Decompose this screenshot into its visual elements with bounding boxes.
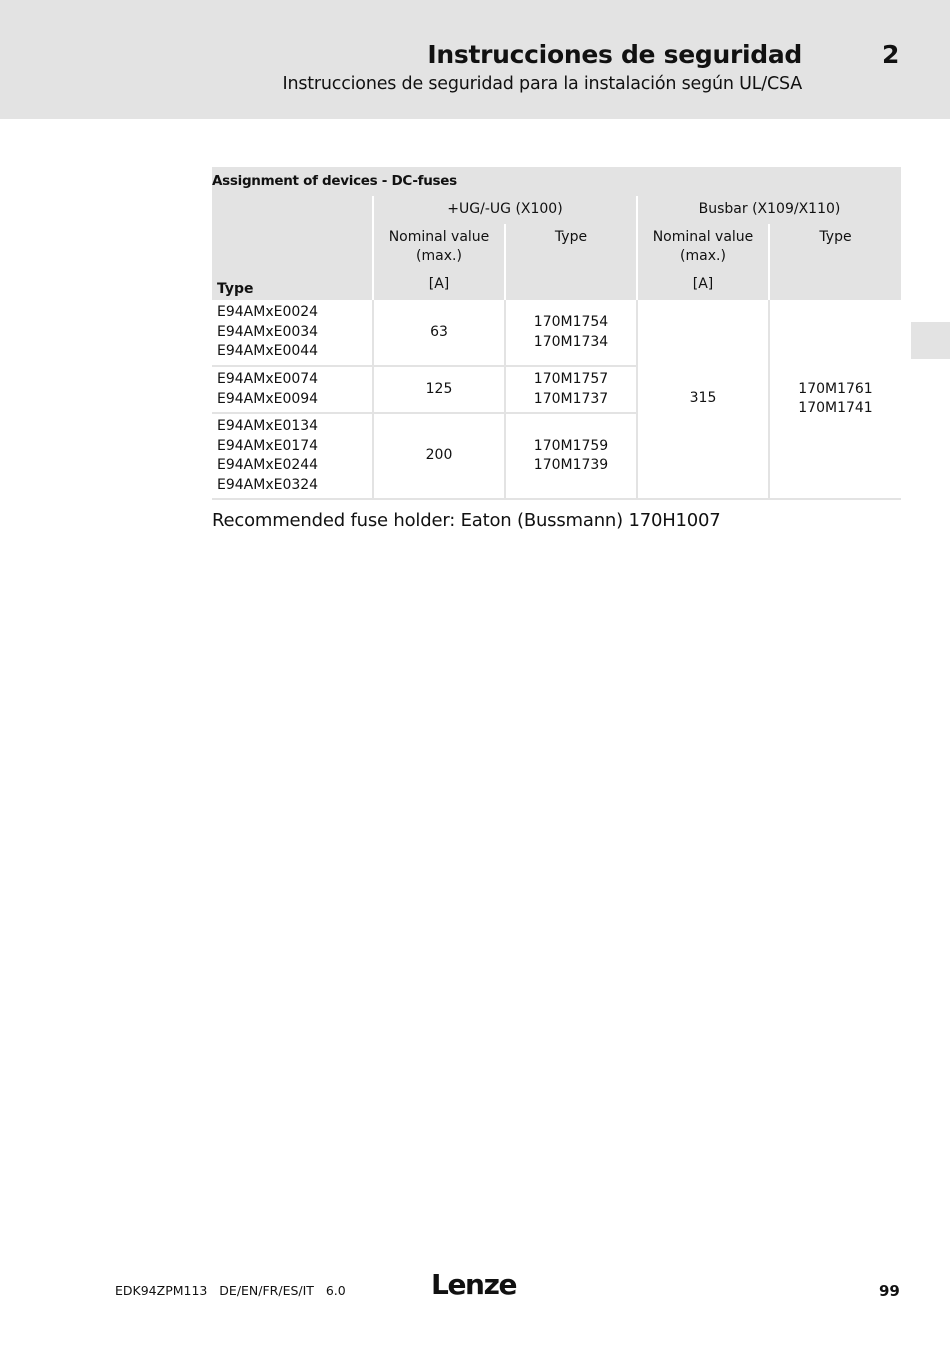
table-row [212,300,901,366]
footer-document-id: EDK94ZPM113 DE/EN/FR/ES/IT 6.0 [115,1283,346,1298]
ug-fuse-type: 170M1759 170M1739 [505,413,637,499]
ug-type-header: Type [505,224,637,300]
ug-fuse-type: 170M1757 170M1737 [505,366,637,413]
chapter-subtitle: Instrucciones de seguridad para la instalación según UL/CSA [282,74,802,94]
ug-nominal-value: 63 [373,300,505,366]
ug-nominal-value: 125 [373,366,505,413]
table-caption-row [212,167,901,196]
lenze-logo: Lenze [431,1268,517,1301]
busbar-group-header: Busbar (X109/X110) [637,196,901,224]
ug-nominal-header: Nominal value (max.) [373,224,505,270]
device-types: E94AMxE0024 E94AMxE0034 E94AMxE0044 [212,300,373,366]
busbar-unit: [A] [637,270,769,300]
ug-group-header: +UG/-UG (X100) [373,196,637,224]
ug-unit: [A] [373,270,505,300]
chapter-side-tab [911,322,950,359]
table-group-header-row [212,196,901,224]
chapter-number: 2 [882,40,900,69]
table-caption: Assignment of devices - DC-fuses [212,172,457,189]
busbar-fuse-type: 170M1761 170M1741 [769,300,901,499]
device-types: E94AMxE0134 E94AMxE0174 E94AMxE0244 E94AMxE0324 [212,413,373,499]
busbar-nominal-value: 315 [637,300,769,499]
type-column-header: Type [217,280,254,297]
busbar-nominal-header: Nominal value (max.) [637,224,769,270]
busbar-type-header: Type [769,224,901,300]
dc-fuses-table [212,167,901,500]
chapter-title: Instrucciones de seguridad [427,40,802,69]
fuse-holder-note: Recommended fuse holder: Eaton (Bussmann) 170H1007 [212,510,721,531]
device-types: E94AMxE0074 E94AMxE0094 [212,366,373,413]
page-number: 99 [879,1282,900,1300]
ug-nominal-value: 200 [373,413,505,499]
ug-fuse-type: 170M1754 170M1734 [505,300,637,366]
